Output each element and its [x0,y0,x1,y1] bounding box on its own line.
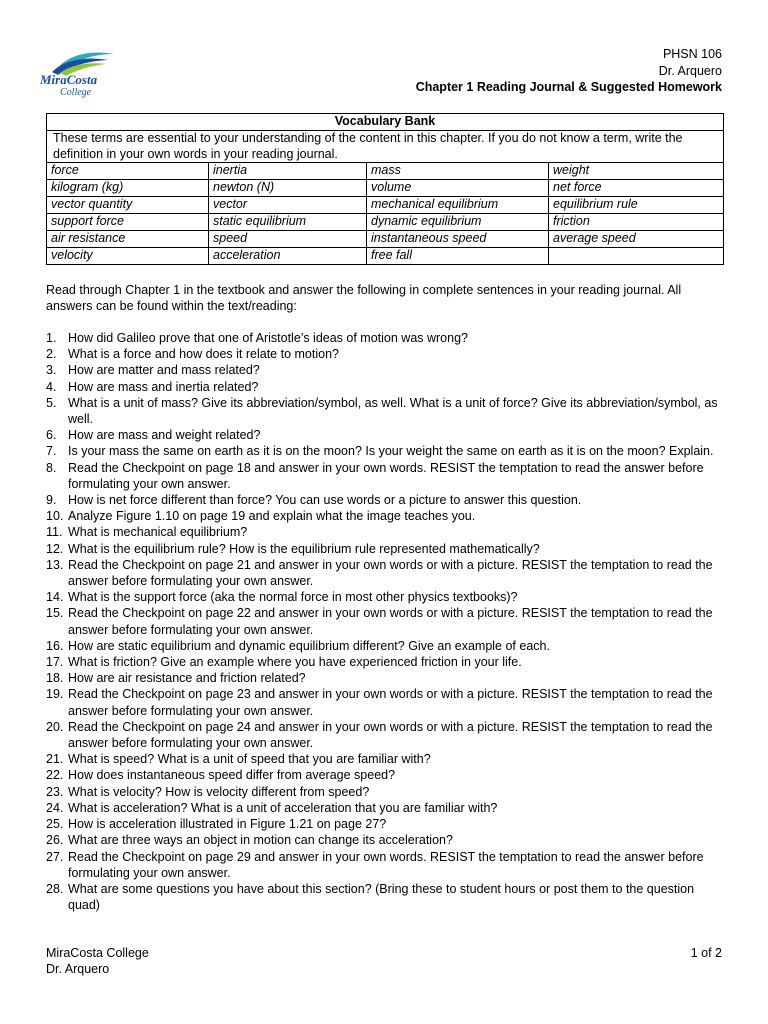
question-number: 12. [46,541,64,556]
question-number: 4. [46,379,57,394]
reading-instructions: Read through Chapter 1 in the textbook and answer the following in complete sentences in your reading journal. All answers can be found within the text/reading: [46,283,682,314]
question-text: How are matter and mass related? [68,363,260,378]
question-item [46,427,726,443]
question-number: 7. [46,444,57,459]
vocab-term: weight [549,163,724,180]
vocab-term: vector [209,197,367,214]
question-text: Read the Checkpoint on page 18 and answer in your own words. RESIST the temptation to read the answer before formulating your own answer. [68,460,704,491]
vocab-row [47,231,724,248]
question-number: 11. [46,525,63,540]
vocab-term: free fall [367,248,549,265]
question-item [46,881,726,913]
question-number: 1. [46,331,57,345]
question-item [46,751,726,767]
question-item [46,395,726,427]
question-text: What is velocity? How is velocity different from speed? [68,784,370,799]
question-text: What is the equilibrium rule? How is the equilibrium rule represented mathematically? [68,541,540,556]
question-text: How are mass and weight related? [68,428,261,443]
question-text: How is net force different than force? You can use words or a picture to answer this question. [68,493,582,508]
question-number: 14. [46,590,64,605]
logo-text-miracosta: MiraCosta [40,72,98,87]
question-number: 21. [46,752,64,767]
vocab-row [47,180,724,197]
question-number: 2. [46,347,57,362]
question-item [46,541,726,557]
logo-text-college: College [60,87,92,98]
question-text: Is your mass the same on earth as it is on the moon? Is your weight the same on earth as it is on the moon? Explain. [68,444,714,459]
vocabulary-bank-table [46,113,724,265]
question-text: How does instantaneous speed differ from average speed? [68,768,396,783]
vocab-term: kilogram (kg) [47,180,209,197]
vocab-term: force [47,163,209,180]
vocab-term: mechanical equilibrium [367,197,549,214]
question-text: How are mass and inertia related? [68,379,259,394]
question-item [46,379,726,395]
vocab-term: friction [549,214,724,231]
question-text: Read the Checkpoint on page 23 and answer in your own words or with a picture. RESIST the temptation to read the answer before formulating your own answer. [68,687,713,718]
question-text: What is the support force (aka the normal force in most other physics textbooks)? [68,590,518,605]
question-number: 15. [46,606,64,621]
page-number: 1 of 2 [690,946,722,960]
question-item [46,508,726,524]
question-item [46,816,726,832]
question-text: What is speed? What is a unit of speed that you are familiar with? [68,752,431,767]
vocab-row [47,163,724,180]
question-number: 17. [46,655,64,670]
question-item [46,832,726,848]
question-text: What is mechanical equilibrium? [68,525,248,540]
question-text: Read the Checkpoint on page 21 and answer in your own words or with a picture. RESIST the temptation to read the answer before formulating your own answer. [68,557,713,589]
vocabulary-bank-intro: These terms are essential to your understanding of the content in this chapter. If you do not know a term, write the definition in your own words in your reading journal. [47,131,724,163]
question-text: What are some questions you have about this section? (Bring these to student hours or post them to the question quad) [68,881,695,913]
question-number: 20. [46,719,64,734]
vocab-term: volume [367,180,549,197]
question-number: 3. [46,363,57,378]
question-text: What is a force and how does it relate to motion? [68,347,339,362]
question-number: 13. [46,557,64,572]
question-item [46,849,726,881]
course-code: PHSN 106 [662,47,722,61]
question-number: 25. [46,817,64,832]
question-item [46,460,726,492]
question-number: 10. [46,509,64,524]
vocab-row [47,214,724,231]
question-number: 26. [46,833,64,848]
miracosta-logo [34,48,120,100]
vocab-term: mass [367,163,549,180]
vocab-term: static equilibrium [209,214,367,231]
question-item [46,654,726,670]
question-text: How is acceleration illustrated in Figure 1.21 on page 27? [68,817,387,832]
question-text: Analyze Figure 1.10 on page 19 and explain what the image teaches you. [68,509,476,524]
question-number: 6. [46,428,57,443]
vocab-term: support force [47,214,209,231]
question-number: 23. [46,784,64,799]
question-item [46,800,726,816]
question-list [46,330,726,913]
question-number: 5. [46,395,57,410]
vocab-row [47,197,724,214]
vocab-term: dynamic equilibrium [367,214,549,231]
vocab-term: vector quantity [47,197,209,214]
question-text: Read the Checkpoint on page 29 and answer in your own words. RESIST the temptation to read the answer before formulating your own answer. [68,849,704,880]
document-header [416,46,722,96]
vocab-term: newton (N) [209,180,367,197]
question-item [46,443,726,459]
question-text: How are static equilibrium and dynamic equilibrium different? Give an example of each. [68,638,550,653]
question-item [46,589,726,605]
footer-instructor: Dr. Arquero [46,962,110,977]
question-text: What are three ways an object in motion can change its acceleration? [68,833,453,848]
question-item [46,557,726,589]
question-text: How are air resistance and friction related? [68,671,306,686]
question-item [46,524,726,540]
question-number: 8. [46,460,57,475]
question-item [46,605,726,637]
question-item [46,492,726,508]
question-item [46,346,726,362]
question-item [46,670,726,686]
vocab-term: net force [549,180,724,197]
question-text: How did Galileo prove that one of Aristotle’s ideas of motion was wrong? [68,331,468,345]
question-number: 19. [46,687,64,702]
question-number: 22. [46,768,64,783]
question-number: 28. [46,881,64,896]
vocabulary-bank-title: Vocabulary Bank [47,114,724,131]
question-item [46,767,726,783]
question-number: 18. [46,671,64,686]
vocab-row [47,248,724,265]
question-text: Read the Checkpoint on page 24 and answer in your own words or with a picture. RESIST the temptation to read the answer before formulating your own answer. [68,719,713,751]
vocab-term: speed [209,231,367,248]
vocab-term: instantaneous speed [367,231,549,248]
question-item [46,330,726,346]
question-number: 27. [46,849,64,864]
question-text: What is acceleration? What is a unit of acceleration that you are familiar with? [68,800,498,815]
vocab-term: average speed [549,231,724,248]
vocab-term: air resistance [47,231,209,248]
question-text: What is friction? Give an example where you have experienced friction in your life. [68,655,522,670]
question-number: 24. [46,800,64,815]
question-item [46,719,726,751]
question-item [46,784,726,800]
instructor-name: Dr. Arquero [658,63,722,78]
vocab-term: acceleration [209,248,367,265]
question-text: Read the Checkpoint on page 22 and answer in your own words or with a picture. RESIST the temptation to read the answer before formulating your own answer. [68,606,713,637]
vocab-term: equilibrium rule [549,197,724,214]
vocab-term: inertia [209,163,367,180]
question-item [46,686,726,718]
question-text: What is a unit of mass? Give its abbreviation/symbol, as well. What is a unit of force? Give its abbreviation/symbol, as well. [68,395,718,427]
footer-institution: MiraCosta College [46,946,149,960]
vocab-term: velocity [47,248,209,265]
question-item [46,638,726,654]
question-number: 16. [46,638,64,653]
footer-left [46,945,149,977]
vocab-term [549,248,724,265]
question-item [46,362,726,378]
document-title: Chapter 1 Reading Journal & Suggested Homework [415,80,722,94]
question-number: 9. [46,493,57,508]
